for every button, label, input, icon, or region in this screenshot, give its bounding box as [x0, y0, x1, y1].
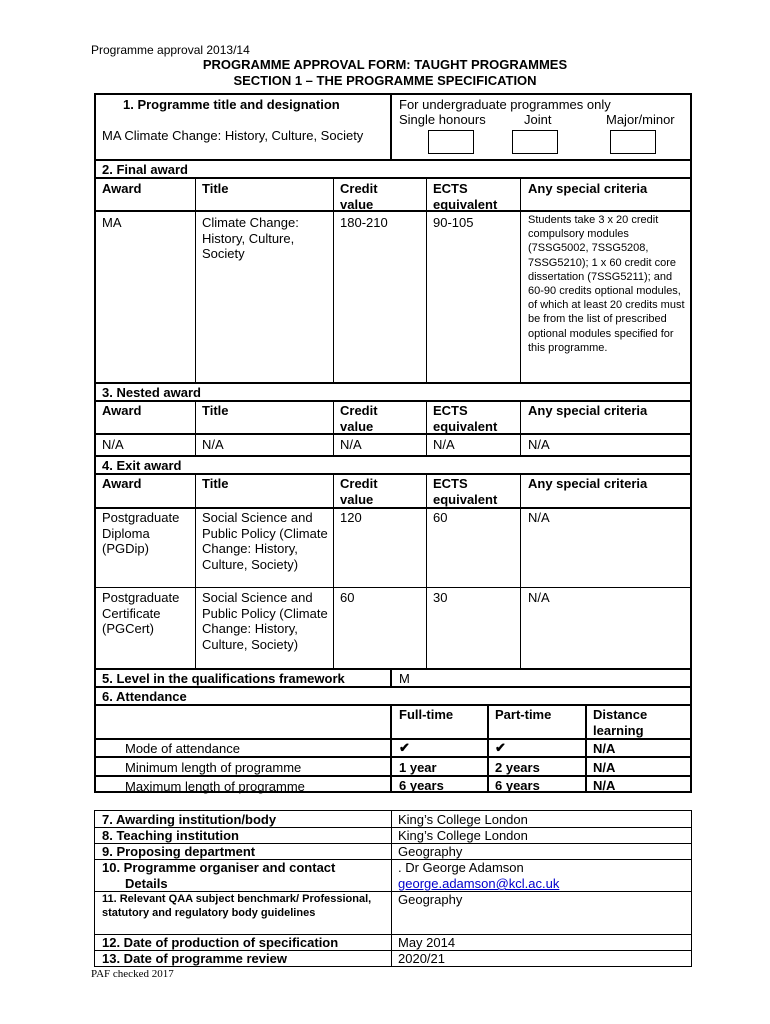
max-length-ft: 6 years — [399, 778, 444, 793]
divider — [95, 455, 691, 457]
single-honours-checkbox[interactable] — [428, 130, 474, 154]
single-honours-label: Single honours — [399, 112, 486, 127]
divider — [390, 670, 392, 687]
col-criteria: Any special criteria — [528, 476, 648, 491]
s4-row1-credit: 120 — [340, 510, 362, 525]
info-8-label: 8. Teaching institution — [102, 828, 239, 843]
col-credit: Credit value — [340, 403, 378, 434]
divider — [390, 95, 392, 161]
info-12-label: 12. Date of production of specification — [102, 935, 339, 950]
s2-heading: 2. Final award — [102, 162, 188, 177]
s3-award: N/A — [102, 437, 124, 452]
info-11-label: 11. Relevant QAA subject benchmark/ Professional, statutory and regulatory body guidelines — [102, 893, 372, 919]
s4-row2-award: Postgraduate Certificate (PGCert) — [102, 590, 180, 636]
divider — [95, 382, 691, 384]
col-part-time: Part-time — [495, 707, 552, 722]
joint-checkbox[interactable] — [512, 130, 558, 154]
major-minor-label: Major/minor — [606, 112, 675, 127]
s4-row1-title: Social Science and Public Policy (Climate Change: History, Culture, Society) — [202, 510, 328, 572]
s5-value: M — [399, 671, 410, 686]
min-length-dl: N/A — [593, 760, 616, 775]
divider — [520, 475, 521, 668]
col-credit: Credit value — [340, 181, 378, 212]
divider — [585, 706, 587, 792]
s3-credit: N/A — [340, 437, 362, 452]
s4-row2-credit: 60 — [340, 590, 355, 605]
col-credit: Credit value — [340, 476, 378, 507]
s2-credit: 180-210 — [340, 215, 388, 230]
info-11-value: Geography — [398, 892, 463, 907]
attendance-mode-dl: N/A — [593, 741, 616, 756]
divider — [95, 210, 691, 212]
s4-row1-criteria: N/A — [528, 510, 550, 525]
info-10-label: 10. Programme organiser and contact — [102, 860, 336, 875]
divider — [195, 475, 196, 668]
max-length-dl: N/A — [593, 778, 616, 793]
divider — [95, 756, 691, 758]
info-13-value: 2020/21 — [398, 951, 445, 966]
footer-note: PAF checked 2017 — [91, 968, 174, 980]
col-full-time: Full-time — [399, 707, 454, 722]
divider — [95, 473, 691, 475]
s1-value: MA Climate Change: History, Culture, Society — [102, 128, 364, 143]
form-title: PROGRAMME APPROVAL FORM: TAUGHT PROGRAMMES — [202, 57, 568, 72]
min-length-pt: 2 years — [495, 760, 540, 775]
col-award: Award — [102, 403, 142, 418]
divider — [195, 402, 196, 455]
info-9-value: Geography — [398, 844, 463, 859]
s4-row1-ects: 60 — [433, 510, 448, 525]
col-award: Award — [102, 181, 142, 196]
max-length-label: Maximum length of programme — [125, 779, 305, 794]
divider — [333, 475, 334, 668]
divider — [95, 587, 691, 588]
divider — [426, 179, 427, 383]
s3-heading: 3. Nested award — [102, 385, 201, 400]
s4-row1-award: Postgraduate Diploma (PGDip) — [102, 510, 180, 556]
divider — [95, 177, 691, 179]
divider — [520, 402, 521, 455]
s2-criteria: Students take 3 x 20 credit compulsory modules (7SSG5002, 7SSG5208, 7SSG5210); 1 x 60 credit core dissertation (7SSG5211); and 60-90 credits optional modules, of which at least 20 credits must be from the list of prescribed optional modules specified for this programme. — [528, 214, 685, 354]
section-title: SECTION 1 – THE PROGRAMME SPECIFICATION — [233, 73, 537, 88]
divider — [95, 668, 691, 670]
info-12-value: May 2014 — [398, 935, 456, 950]
s4-row2-title: Social Science and Public Policy (Climate Change: History, Culture, Society) — [202, 590, 328, 652]
divider — [95, 704, 691, 706]
divider — [95, 433, 691, 435]
ug-note: For undergraduate programmes only — [399, 97, 611, 112]
s1-heading: 1. Programme title and designation — [123, 97, 340, 112]
divider — [195, 179, 196, 383]
s2-ects: 90-105 — [433, 215, 474, 230]
col-title: Title — [202, 403, 229, 418]
col-criteria: Any special criteria — [528, 181, 648, 196]
divider — [95, 738, 691, 740]
s4-heading: 4. Exit award — [102, 458, 182, 473]
info-9-label: 9. Proposing department — [102, 844, 256, 859]
divider — [426, 402, 427, 455]
divider — [390, 706, 392, 792]
info-7-label: 7. Awarding institution/body — [102, 812, 277, 827]
col-award: Award — [102, 476, 142, 491]
col-ects: ECTS equivalent — [433, 403, 498, 434]
s2-title: Climate Change: History, Culture, Society — [202, 215, 299, 261]
info-13-label: 13. Date of programme review — [102, 951, 287, 966]
col-ects: ECTS equivalent — [433, 476, 498, 507]
col-criteria: Any special criteria — [528, 403, 648, 418]
col-title: Title — [202, 476, 229, 491]
info-8-value: King’s College London — [398, 828, 528, 843]
info-10-label-2: Details — [125, 876, 168, 891]
divider — [95, 159, 691, 161]
min-length-ft: 1 year — [399, 760, 437, 775]
divider — [95, 775, 691, 777]
divider — [95, 686, 691, 688]
s4-row2-criteria: N/A — [528, 590, 550, 605]
s3-criteria: N/A — [528, 437, 550, 452]
joint-label: Joint — [524, 112, 552, 127]
divider — [95, 507, 691, 509]
col-distance-learning: Distance learning — [593, 707, 648, 738]
divider — [333, 179, 334, 383]
attendance-mode-ft: ✔ — [399, 740, 410, 755]
s4-row2-ects: 30 — [433, 590, 448, 605]
major-minor-checkbox[interactable] — [610, 130, 656, 154]
divider — [333, 402, 334, 455]
divider — [520, 179, 521, 383]
organiser-email-link[interactable]: george.adamson@kcl.ac.uk — [398, 876, 560, 891]
s6-heading: 6. Attendance — [102, 689, 187, 704]
min-length-label: Minimum length of programme — [125, 760, 302, 775]
s5-heading: 5. Level in the qualifications framework — [102, 671, 345, 686]
attendance-mode-label: Mode of attendance — [125, 741, 240, 756]
divider — [426, 475, 427, 668]
running-header: Programme approval 2013/14 — [91, 43, 250, 57]
s2-award: MA — [102, 215, 122, 230]
col-ects: ECTS equivalent — [433, 181, 498, 212]
s3-ects: N/A — [433, 437, 455, 452]
max-length-pt: 6 years — [495, 778, 540, 793]
info-10-value: . Dr George Adamson — [398, 860, 524, 875]
info-7-value: King’s College London — [398, 812, 528, 827]
divider — [487, 706, 489, 792]
divider — [95, 400, 691, 402]
attendance-mode-pt: ✔ — [495, 740, 506, 755]
s3-title: N/A — [202, 437, 224, 452]
divider — [391, 810, 392, 967]
col-title: Title — [202, 181, 229, 196]
